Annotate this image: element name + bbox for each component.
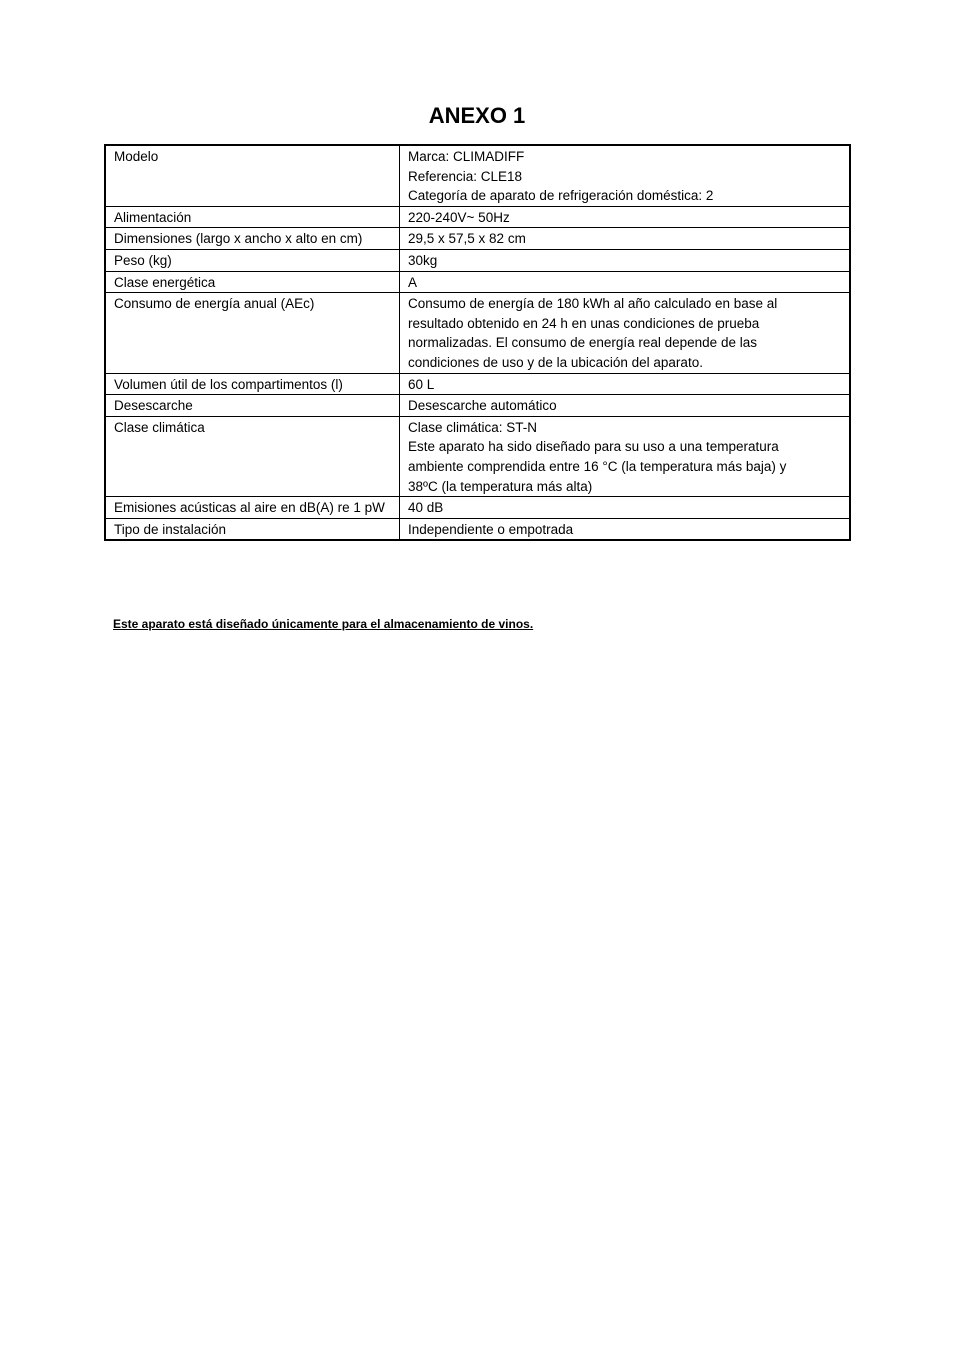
value-line: Categoría de aparato de refrigeración doméstica: 2 [408, 188, 714, 204]
table-row [105, 416, 850, 496]
row-value [400, 206, 851, 228]
table-row [105, 293, 850, 373]
value-line: Marca: CLIMADIFF [408, 149, 525, 164]
row-value [400, 416, 851, 496]
row-label: Alimentación [105, 206, 400, 228]
table-row [105, 249, 850, 271]
row-label: Desescarche [105, 395, 400, 417]
row-value [400, 518, 851, 540]
value-line: 30kg [408, 252, 438, 268]
value-line: condiciones de uso y de la ubicación del aparato. [408, 354, 703, 370]
table-row [105, 497, 850, 519]
value-line: 220-240V~ 50Hz [408, 209, 510, 225]
value-line: 40 dB [408, 500, 444, 516]
table-row [105, 373, 850, 395]
value-line: ambiente comprendida entre 16 °C (la temperatura más baja) y [408, 458, 787, 474]
value-line: 38ºC (la temperatura más alta) [408, 478, 593, 494]
value-line: Clase climática: ST-N [408, 419, 538, 435]
row-value [400, 395, 851, 417]
row-label: Tipo de instalación [105, 518, 400, 540]
row-value [400, 145, 851, 206]
row-label: Emisiones acústicas al aire en dB(A) re 1 pW [105, 497, 400, 519]
value-line: Desescarche automático [408, 398, 557, 414]
spec-table [104, 144, 851, 541]
value-line: Independiente o empotrada [408, 521, 574, 537]
row-label: Peso (kg) [105, 249, 400, 271]
row-value [400, 497, 851, 519]
value-line: normalizadas. El consumo de energía real depende de las [408, 335, 757, 351]
row-value [400, 373, 851, 395]
table-row [105, 206, 850, 228]
value-line: 60 L [408, 376, 435, 392]
value-line: 29,5 x 57,5 x 82 cm [408, 231, 526, 247]
table-row [105, 271, 850, 293]
row-label: Clase climática [105, 416, 400, 496]
table-row [105, 518, 850, 540]
storage-note: Este aparato está diseñado únicamente para el almacenamiento de vinos. [113, 617, 534, 631]
table-row [105, 395, 850, 417]
row-value [400, 271, 851, 293]
row-value [400, 249, 851, 271]
page-title: ANEXO 1 [428, 103, 526, 128]
row-label: Clase energética [105, 271, 400, 293]
value-line: Consumo de energía de 180 kWh al año calculado en base al [408, 296, 778, 312]
row-value [400, 228, 851, 250]
value-line: A [408, 274, 418, 290]
row-label: Dimensiones (largo x ancho x alto en cm) [105, 228, 400, 250]
table-row [105, 145, 850, 206]
row-label: Consumo de energía anual (AEc) [105, 293, 400, 373]
row-value [400, 293, 851, 373]
row-label: Modelo [105, 145, 400, 206]
value-line: Referencia: CLE18 [408, 168, 523, 184]
row-label: Volumen útil de los compartimentos (l) [105, 373, 400, 395]
value-line: Este aparato ha sido diseñado para su uso a una temperatura [408, 439, 779, 455]
table-row [105, 228, 850, 250]
value-line: resultado obtenido en 24 h en unas condiciones de prueba [408, 315, 760, 331]
